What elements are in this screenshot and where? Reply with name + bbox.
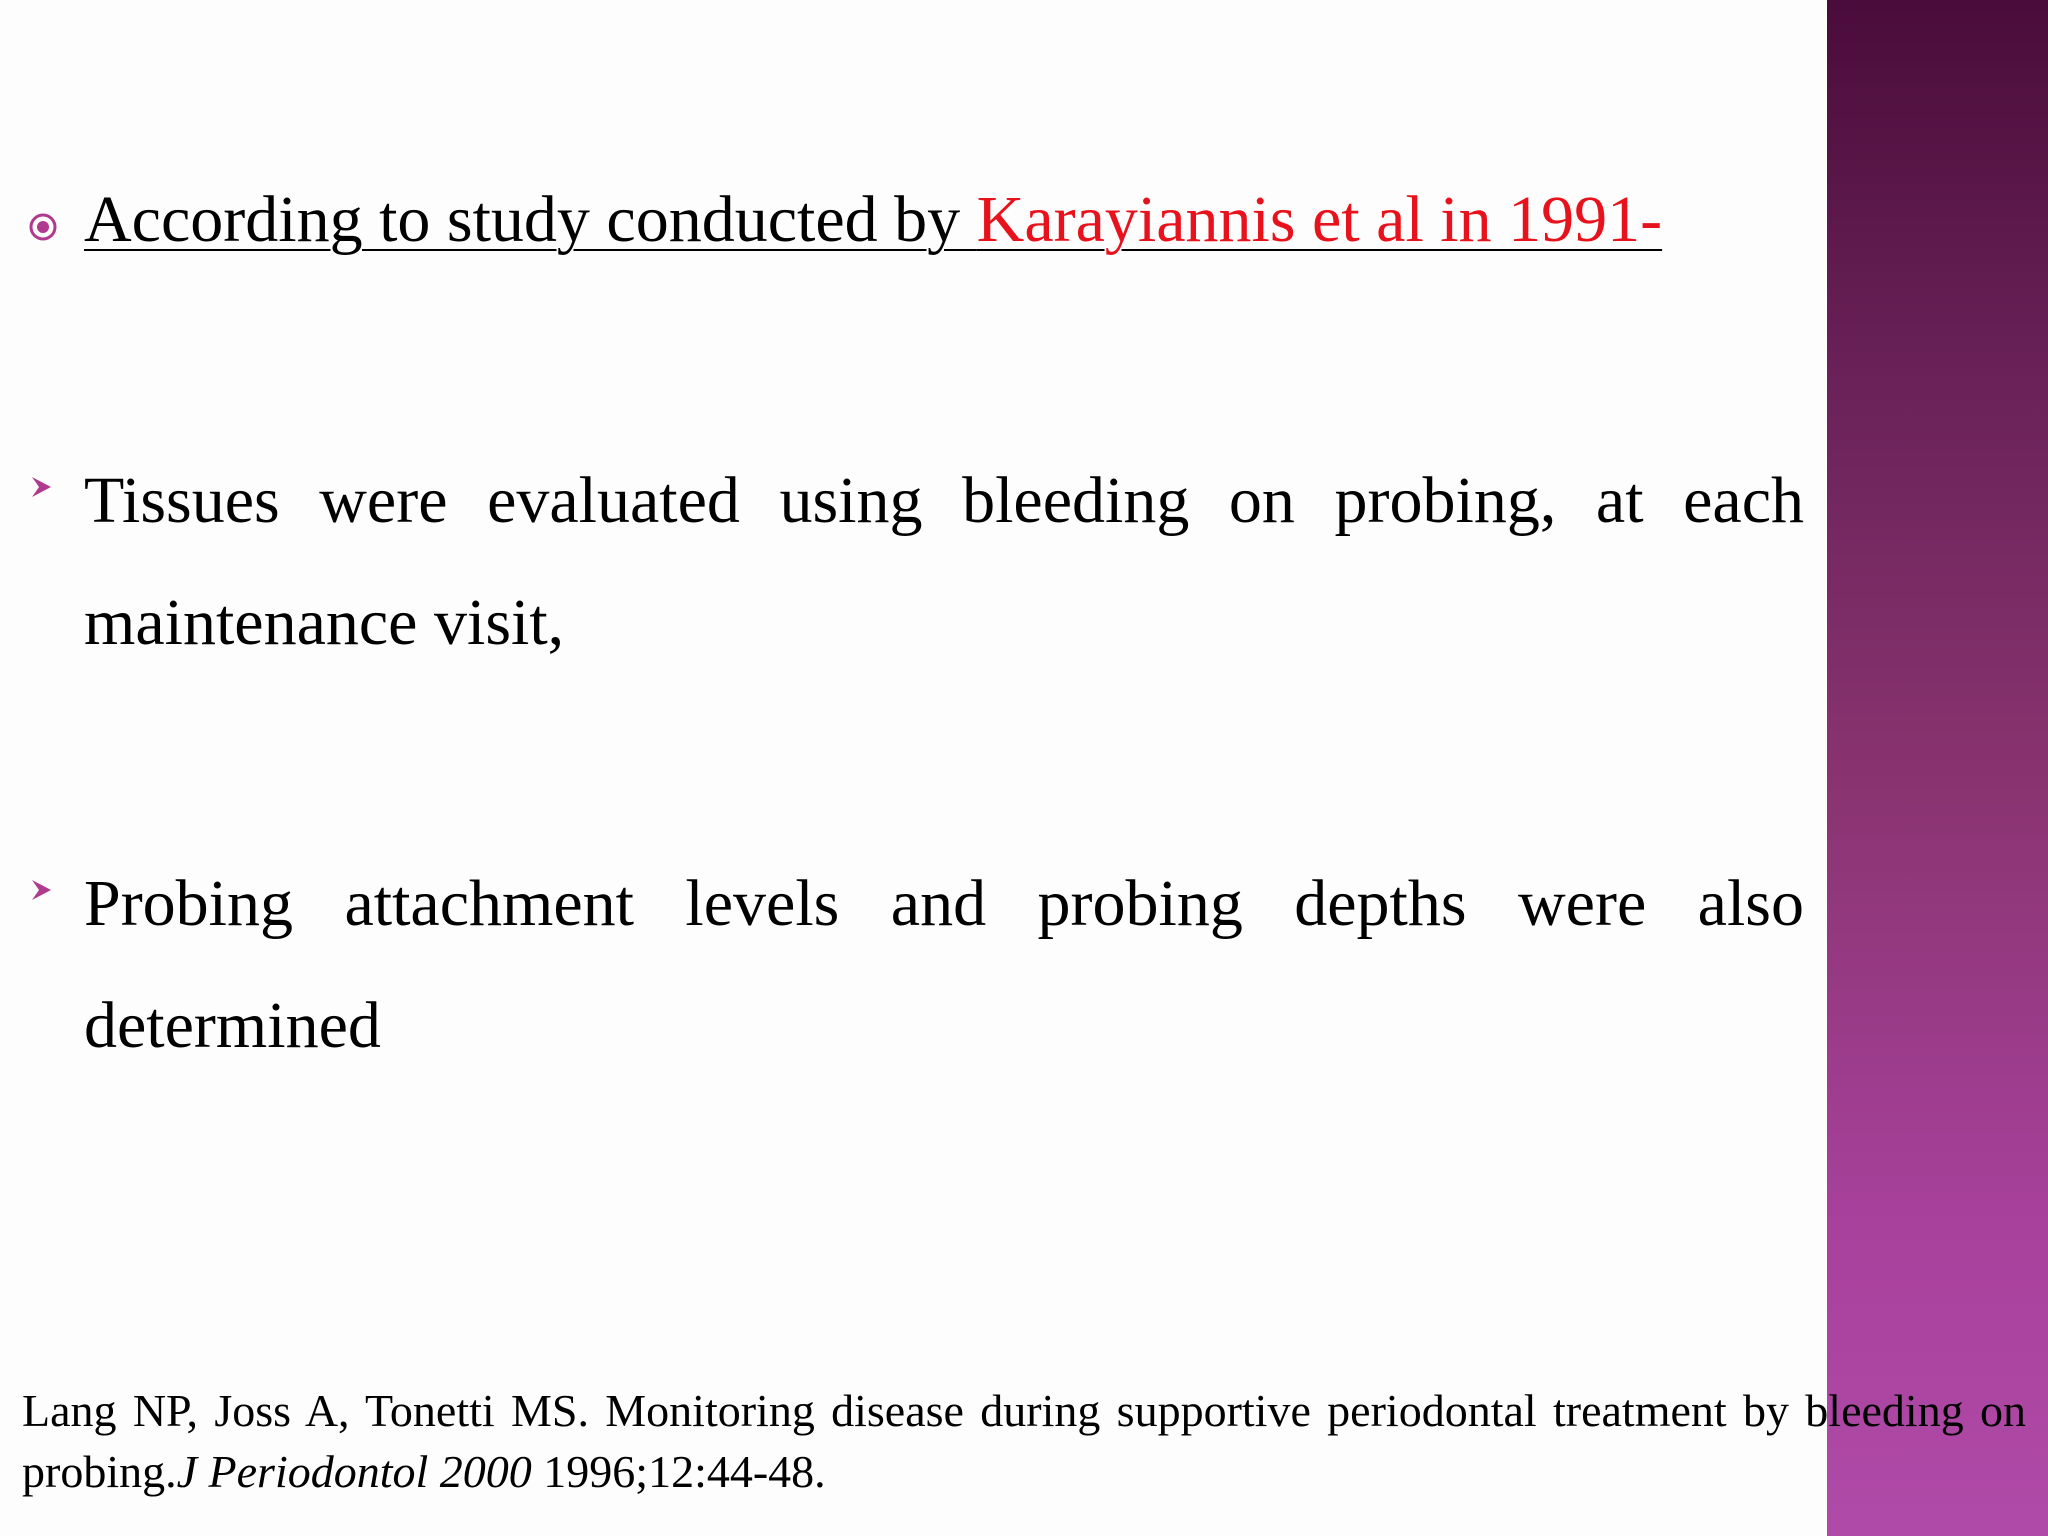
heading-author-highlight: Karayiannis et al in 1991- bbox=[976, 183, 1663, 256]
heading-prefix: According to study conducted by bbox=[84, 183, 977, 256]
arrow-bullet-icon bbox=[28, 474, 54, 500]
reference-authors-title: Lang NP, Joss A, Tonetti MS. Monitoring disease during supportive periodontal treatment by bleeding on probing. bbox=[22, 1385, 2026, 1497]
target-bullet-icon bbox=[28, 212, 58, 242]
reference-citation bbox=[22, 1380, 2026, 1502]
reference-volume-pages: 1996;12:44-48. bbox=[531, 1446, 826, 1497]
bullet-text-2: Probing attachment levels and probing depths were also determined bbox=[84, 867, 1804, 1062]
bullet-item-1 bbox=[24, 440, 1804, 690]
arrow-bullet-icon bbox=[28, 877, 54, 903]
decorative-side-band bbox=[1827, 0, 2048, 1536]
bullet-text-1: Tissues were evaluated using bleeding on probing, at each maintenance visit, bbox=[84, 464, 1804, 659]
bullet-item-2 bbox=[24, 843, 1804, 1093]
reference-journal: J Periodontol 2000 bbox=[176, 1446, 532, 1497]
heading bbox=[84, 180, 1662, 260]
